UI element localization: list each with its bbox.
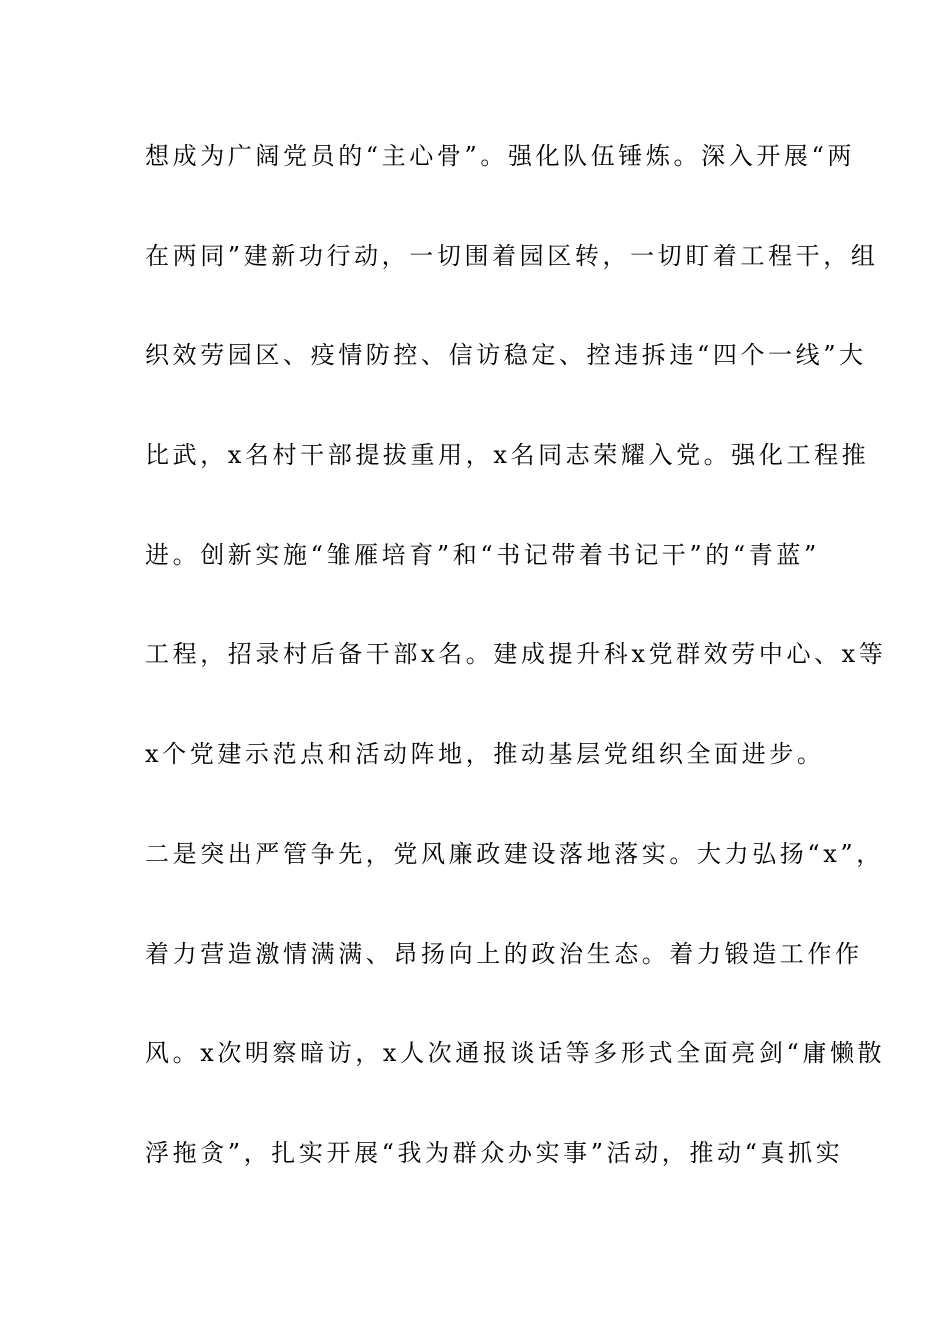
text-line: 着力营造激情满满、昂扬向上的政治生态。着力锻造工作作 (145, 939, 863, 968)
body-text (145, 130, 887, 1227)
text-line: 在两同”建新功行动，一切围着园区转，一切盯着工程干，组 (145, 241, 879, 270)
text-line: x个党建示范点和活动阵地，推动基层党组织全面进步。 (145, 740, 825, 769)
text-line: 工程，招录村后备干部x名。建成提升科x党群效劳中心、x等 (145, 640, 887, 669)
text-line: 进。创新实施“雏雁培育”和“书记带着书记干”的“青蓝” (145, 540, 820, 569)
text-line: 想成为广阔党员的“主心骨”。强化队伍锤炼。深入开展“两 (145, 142, 856, 170)
text-line: 浮拖贪”，扎实开展“我为群众办实事”活动，推动“真抓实 (145, 1138, 844, 1167)
text-line: 二是突出严管争先，党风廉政建设落地落实。大力弘扬“x”， (145, 839, 884, 868)
text-line: 风。x次明察暗访，x人次通报谈话等多形式全面亮剑“庸懒散 (145, 1039, 886, 1068)
text-line: 比武，x名村干部提拔重用，x名同志荣耀入党。强化工程推 (145, 441, 870, 470)
text-line: 织效劳园区、疫情防控、信访稳定、控违拆违“四个一线”大 (145, 341, 867, 370)
